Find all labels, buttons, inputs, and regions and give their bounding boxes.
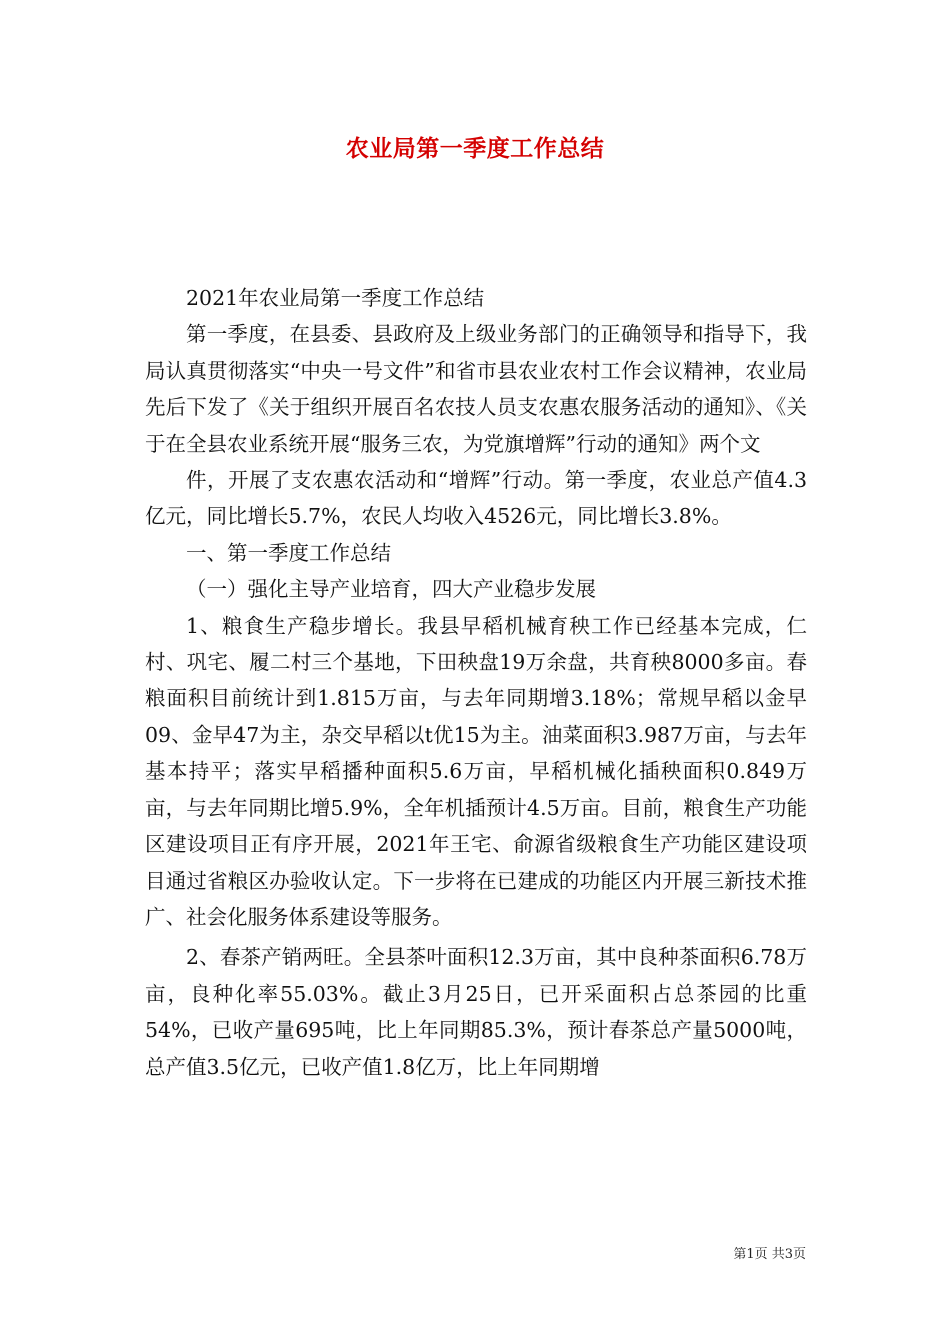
paragraph-subtitle: 2021年农业局第一季度工作总结 [186, 286, 485, 310]
document-title: 农业局第一季度工作总结 [345, 136, 605, 162]
paragraph-intro-continued: 件，开展了支农惠农活动和“增辉”行动。第一季度，农业总产值4.3亿元，同比增长5.7%，农民人均收入4526元，同比增长3.8%。 [145, 468, 807, 529]
subsection-heading: （一）强化主导产业培育，四大产业稳步发展 [186, 577, 596, 602]
paragraph-spring-tea: 2、春茶产销两旺。全县茶叶面积12.3万亩，其中良种茶面积6.78万亩，良种化率55.03%。截止3月25日，已开采面积占总茶园的比重54%，已收产量695吨，比上年同期85.3%，预计春茶总产量5000吨，总产值3.5亿元，已收产值1.8亿万，比上年同期增 [145, 945, 807, 1079]
page-number-indicator: 第1页 共3页 [733, 1247, 806, 1262]
paragraph-grain-production: 1、粮食生产稳步增长。我县早稻机械育秧工作已经基本完成，仁村、巩宅、履二村三个基地，下田秧盘19万余盘，共育秧8000多亩。春粮面积目前统计到1.815万亩，与去年同期增3.18%；常规早稻以金早09、金早47为主，杂交早稻以t优15为主。油菜面积3.987万亩，与去年基本持平；落实早稻播种面积5.6万亩，早稻机械化插秧面积0.849万亩，与去年同期比增5.9%，全年机插预计4.5万亩。目前，粮食生产功能区建设项目正有序开展，2021年王宅、俞源省级粮食生产功能区建设项目通过省粮区办验收认定。下一步将在已建成的功能区内开展三新技术推广、社会化服务体系建设等服务。 [145, 613, 807, 929]
section-heading: 一、第一季度工作总结 [186, 540, 391, 565]
document-body [145, 280, 807, 1085]
paragraph-intro: 第一季度，在县委、县政府及上级业务部门的正确领导和指导下，我局认真贯彻落实“中央一号文件”和省市县农业农村工作会议精神，农业局先后下发了《关于组织开展百名农技人员支农惠农服务活动的通知》、《关于在全县农业系统开展“服务三农，为党旗增辉”行动的通知》两个文 [145, 322, 807, 456]
